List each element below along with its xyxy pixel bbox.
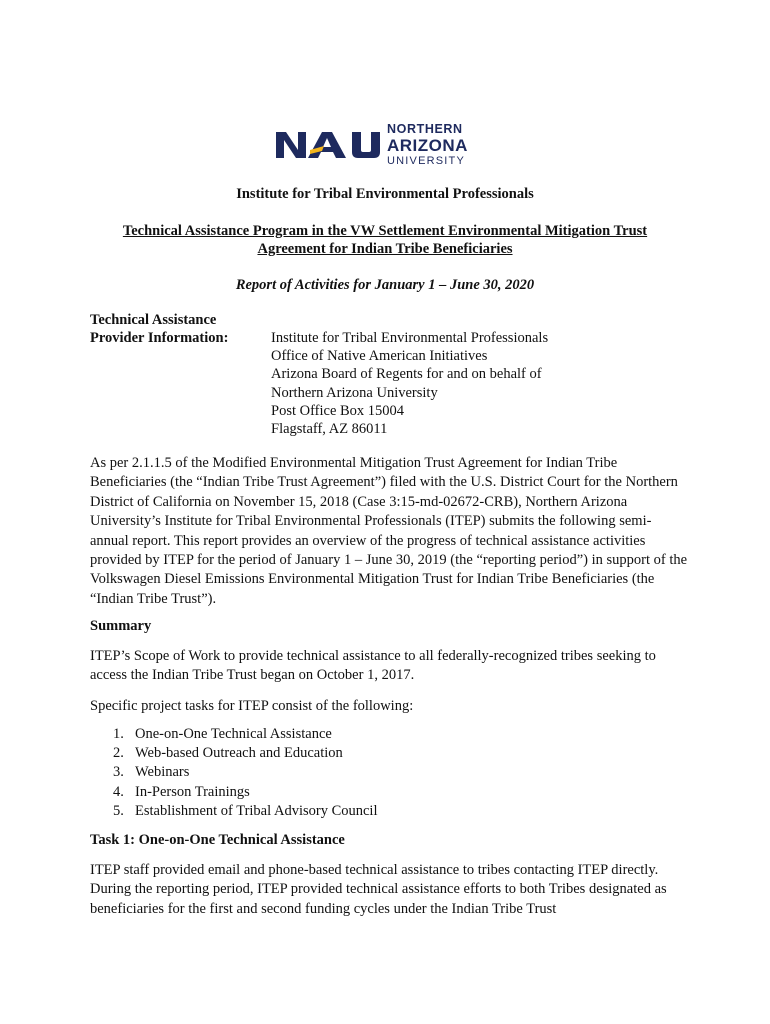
summary-heading: Summary xyxy=(90,618,152,634)
logo-line-northern: NORTHERN xyxy=(387,122,463,136)
list-item xyxy=(113,783,377,802)
list-item-number: 4. xyxy=(113,783,124,800)
provider-label xyxy=(90,311,228,347)
address-line: Flagstaff, AZ 86011 xyxy=(271,421,388,438)
task1-paragraph: ITEP staff provided email and phone-based technical assistance to tribes contacting ITEP directly. During the reporting period, ITEP provided technical assistance efforts to both Tribes designated as beneficiaries for the first and second funding cycles under the Indian Tribe Trust xyxy=(90,862,667,917)
program-title xyxy=(0,222,770,258)
list-item xyxy=(113,725,377,744)
list-item-number: 1. xyxy=(113,726,124,742)
intro-paragraph: As per 2.1.1.5 of the Modified Environmental Mitigation Trust Agreement for Indian Tribe Beneficiaries (the “Indian Tribe Trust Agreement”) filed with the U.S. District Court for the Northern District of California on November 15, 2018 (Case 3:15-md-02672-CRB), Northern Arizona University’s Institute for Tribal Environmental Professionals (ITEP) submits the following semi-annual report. This report provides an overview of the progress of technical assistance activities provided by ITEP for the period of January 1 – June 30, 2019 (the “reporting period”) in support of the Volkswagen Diesel Emissions Environmental Mitigation Trust for Indian Tribe Beneficiaries (the “Indian Tribe Trust”). xyxy=(90,455,688,607)
provider-address xyxy=(271,329,548,438)
list-item-number: 5. xyxy=(113,802,124,819)
nau-logo xyxy=(274,120,498,170)
list-item-label: In-Person Trainings xyxy=(135,783,250,800)
address-line: Arizona Board of Regents for and on behalf of xyxy=(271,366,542,383)
task-list xyxy=(113,725,377,821)
nau-logo-icon xyxy=(274,120,498,170)
task1-heading: Task 1: One-on-One Technical Assistance xyxy=(90,832,345,848)
institute-title: Institute for Tribal Environmental Professionals xyxy=(236,186,534,202)
address-line: Post Office Box 15004 xyxy=(271,402,405,419)
provider-label-line-2: Provider Information: xyxy=(90,330,229,346)
list-item-label: Web-based Outreach and Education xyxy=(135,745,343,762)
logo-line-arizona: ARIZONA xyxy=(387,136,468,155)
list-item-label: One-on-One Technical Assistance xyxy=(135,726,332,742)
program-title-line-1: Technical Assistance Program in the VW Settlement Environmental Mitigation Trust xyxy=(122,223,648,239)
list-item-number: 2. xyxy=(113,745,124,762)
provider-label-line-1: Technical Assistance xyxy=(90,312,217,328)
list-item-label: Establishment of Tribal Advisory Council xyxy=(135,802,378,819)
list-item xyxy=(113,744,377,763)
summary-paragraph: ITEP’s Scope of Work to provide technical assistance to all federally-recognized tribes seeking to access the Indian Tribe Trust began on October 1, 2017. xyxy=(90,648,656,684)
report-period: Report of Activities for January 1 – June 30, 2020 xyxy=(235,277,535,293)
address-line: Institute for Tribal Environmental Professionals xyxy=(271,330,549,346)
tasks-intro: Specific project tasks for ITEP consist of the following: xyxy=(90,698,414,714)
list-item xyxy=(113,763,377,782)
address-line: Office of Native American Initiatives xyxy=(271,348,488,365)
list-item xyxy=(113,802,377,821)
program-title-line-2: Agreement for Indian Tribe Beneficiaries xyxy=(257,241,513,257)
logo-line-university: UNIVERSITY xyxy=(387,155,466,167)
list-item-label: Webinars xyxy=(135,764,190,781)
list-item-number: 3. xyxy=(113,764,124,781)
address-line: Northern Arizona University xyxy=(271,384,438,401)
